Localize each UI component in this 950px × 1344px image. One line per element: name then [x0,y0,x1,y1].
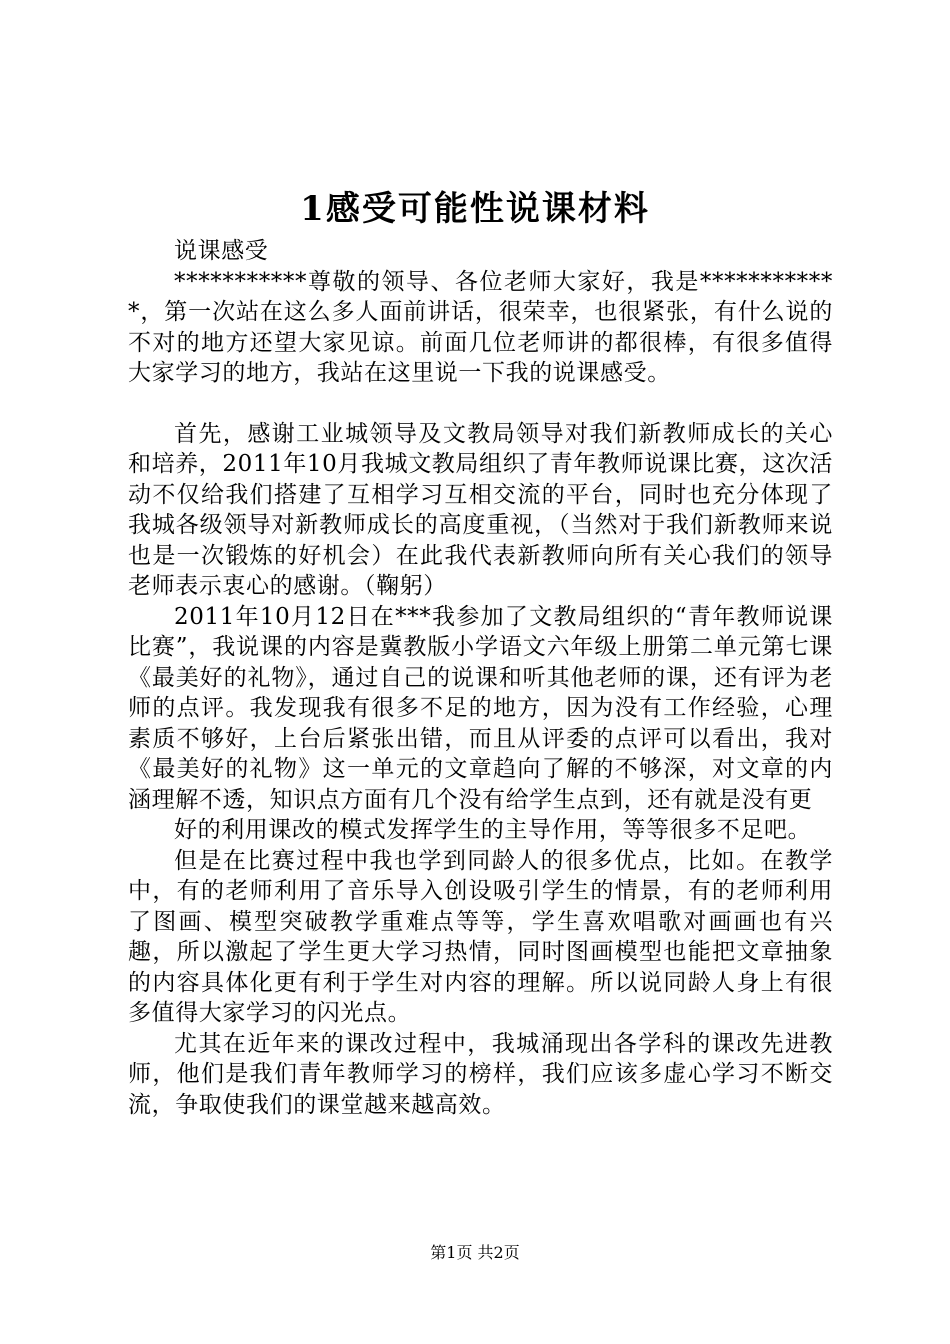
paragraph-shortcomings: 好的利用课改的模式发挥学生的主导作用，等等很多不足吧。 [174,817,812,843]
paragraph-thanks: 首先，感谢工业城领导及文教局领导对我们新教师成长的关心和培养，2011年10月我城文教局组织了青年教师说课比赛，这次活动不仅给我们搭建了互相学习互相交流的平台，同时也充分体现了我城各级领导对新教师成长的高度重视，（当然对于我们新教师来说也是一次锻炼的好机会）在此我代表新教师向所有关心我们的领导老师表示衷心的感谢。（鞠躬） [128,420,833,599]
section-heading: 说课感受 [174,238,269,264]
paragraph-competition: 2011年10月12日在***我参加了文教局组织的“青年教师说课比赛”，我说课的内容是冀教版小学语文六年级上册第二单元第七课《最美好的礼物》，通过自己的说课和听其他老师的课，还有评为老师的点评。我发现我有很多不足的地方，因为没有工作经验，心理素质不够好，上台后紧张出错，而且从评委的点评可以看出，我对《最美好的礼物》这一单元的文章趋向了解的不够深，对文章的内涵理解不透，知识点方面有几个没有给学生点到，还有就是没有更 [128,603,833,813]
paragraph-greeting: ***********尊敬的领导、各位老师大家好，我是************，第一次站在这么多人面前讲话，很荣幸，也很紧张，有什么说的不对的地方还望大家见谅。前面几位老师讲的都很棒，有很多值得大家学习的地方，我站在这里说一下我的说课感受。 [128,268,833,386]
document-title: 1感受可能性说课材料 [300,189,650,229]
paragraph-learning: 但是在比赛过程中我也学到同龄人的很多优点，比如。在教学中，有的老师利用了音乐导入创设吸引学生的情景，有的老师利用了图画、模型突破教学重难点等等，学生喜欢唱歌对画画也有兴趣，所以激起了学生更大学习热情，同时图画模型也能把文章抽象的内容具体化更有利于学生对内容的理解。所以说同龄人身上有很多值得大家学习的闪光点。 [128,847,833,1026]
paragraph-reform: 尤其在近年来的课改过程中，我城涌现出各学科的课改先进教师，他们是我们青年教师学习的榜样，我们应该多虚心学习不断交流，争取使我们的课堂越来越高效。 [128,1030,833,1118]
page-number-footer: 第1页 共2页 [430,1243,520,1262]
document-body [128,236,833,1120]
